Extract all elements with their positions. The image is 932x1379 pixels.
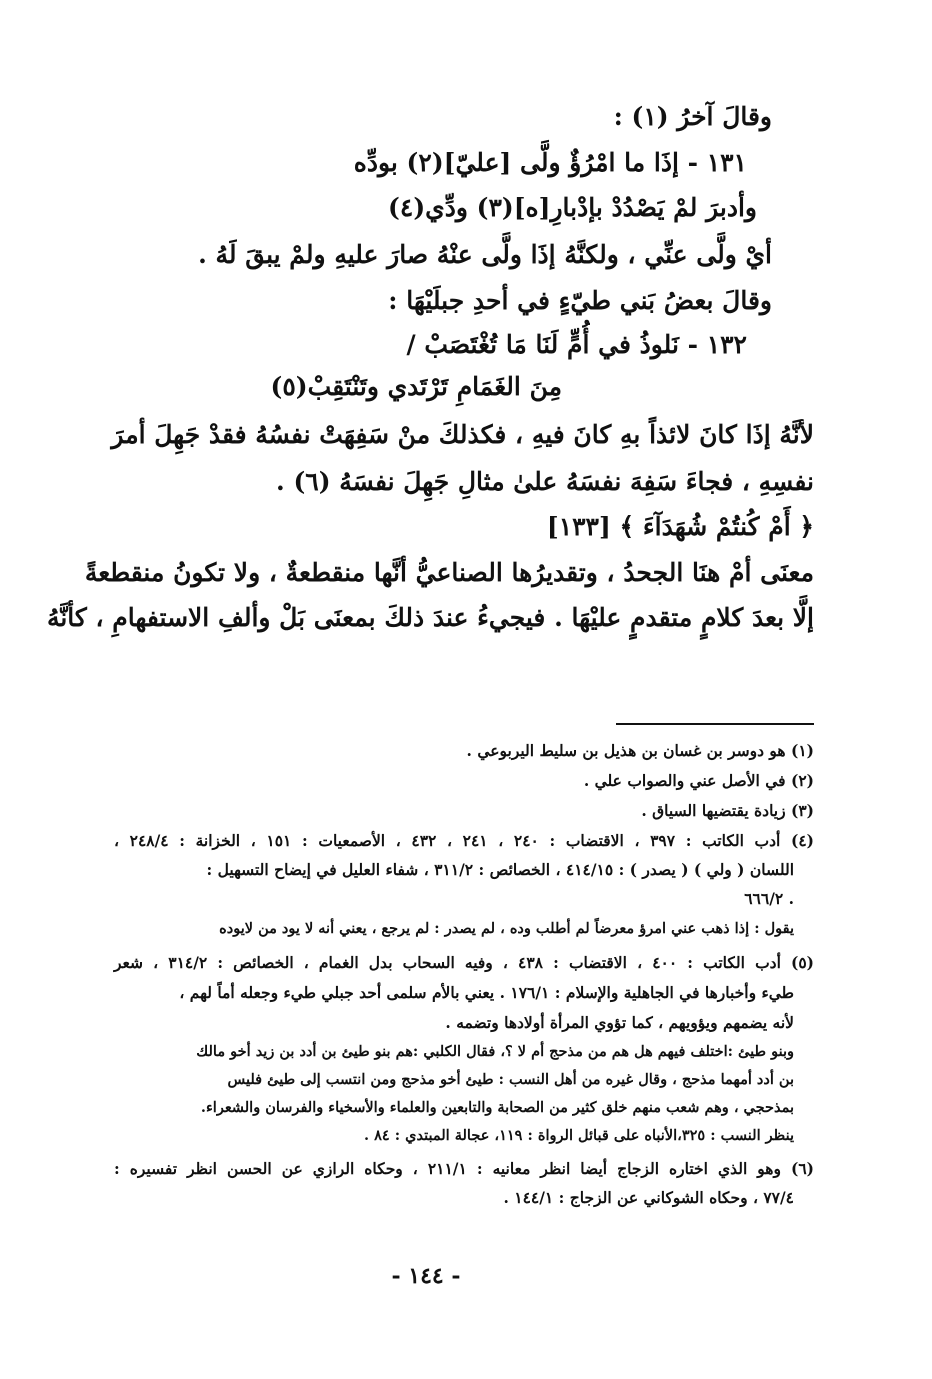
footnote-5-continuation: طيء وأخبارها في الجاهلية والإسلام : ١٧٦/١ . يعني بالأم سلمى أحد جبلي طيء وجعله أماً لهم ،: [179, 983, 794, 1002]
intro-line-another-poet: وقالَ آخرُ (١) :: [613, 102, 772, 131]
footnote-4-commentary: يقول : إذا ذهب عني امرؤ معرضاً لم أطلب وده ، لم يصدر : لم يرجع ، يعني أنه لا يود من لايوده: [219, 920, 794, 937]
footnote-separator: [616, 723, 814, 725]
paragraph-line: نفسِهِ ، فجاءَ سَفِهَ نفسَهُ علىٰ مثالِ جَهِلَ نفسَهُ (٦) .: [276, 467, 814, 496]
paragraph-line: معنَى أمْ هنَا الجحدُ ، وتقديرُها الصناعيُّ أنَّها منقطعةٌ ، ولا تكونُ منقطعةً: [84, 558, 814, 587]
footnote-5: (٥) أدب الكاتب : ٤٠٠ ، الاقتضاب : ٤٣٨ ، وفيه السحاب بدل الغمام ، الخصائص : ٣١٤/٢ ، شعر: [114, 953, 814, 972]
footnote-4: (٤) أدب الكاتب : ٣٩٧ ، الاقتضاب : ٢٤٠ ، ٢٤١ ، ٤٣٢ ، الأصمعيات : ١٥١ ، الخزانة : ٢٤٨/٤ ،: [114, 831, 814, 850]
footnote-1: (١) هو دوسر بن غسان بن هذيل بن سليط اليربوعي .: [466, 741, 814, 760]
paragraph-line: لأنَّهُ إذَا كانَ لائذاً بهِ كانَ فيهِ ، فكذلكَ منْ سَفِهَتْ نفسُهُ فقدْ جَهِلَ أمرَ: [111, 420, 814, 449]
footnote-2: (٢) في الأصل عني والصواب علي .: [583, 771, 814, 790]
footnote-5-commentary: بمذحجي ، وهم شعب منهم خلق كثير من الصحابة والتابعين والعلماء والأسخياء والفرسان والشعراء.: [200, 1099, 794, 1116]
intro-line-tayy: وقالَ بعضُ بَني طيّءٍ في أحدِ جبلَيْهَا :: [388, 286, 772, 315]
verse-131-second-hemistich: وأدبرَ لمْ يَصْدُدْ بإدْبارِ[ه](٣) ودِّي(٤): [388, 193, 757, 222]
footnote-6: (٦) وهو الذي اختاره الزجاج أيضا انظر معانيه : ٢١١/١ ، وحكاه الرازي عن الحسن انظر تفسيره :: [114, 1159, 814, 1178]
footnote-5-continuation: لأنه يضمهم ويؤويهم ، كما تؤوي المرأة أولادها وتضمه .: [445, 1013, 794, 1032]
footnote-5-commentary: وبنو طيئ :اختلف فيهم هل هم من مذحج أم لا ؟، فقال الكلبي :هم بنو طيئ بن أدد بن زيد أخو مالك: [196, 1043, 794, 1060]
verse-131-explanation: أيْ ولَّى عنِّي ، ولكنَّهُ إذَا ولَّى عنْهُ صارَ عليهِ ولمْ يبقَ لَهُ .: [198, 240, 772, 269]
verse-132-second-hemistich: مِنَ الغَمَامِ تَرْتَدي وتَنْتَقِبْ(٥): [270, 372, 562, 401]
footnote-5-commentary: ينظر النسب : ٣٢٥،الأنباه على قبائل الرواة : ١١٩، عجالة المبتدي : ٨٤ .: [364, 1127, 794, 1144]
verse-131-first-hemistich: ١٣١ - إذَا ما امْرُؤٌ ولَّى [عليّ](٢) بودِّه: [353, 148, 747, 177]
verse-132-first-hemistich: ١٣٢ - نَلوذُ في أُمٍّ لَنَا مَا تُغْتَصَبْ /: [406, 330, 747, 359]
footnote-4-continuation: اللسان ( ولي ) ( يصدر ) : ٤١٤/١٥ ، الخصائص : ٣١١/٢ ، شفاء العليل في إيضاح التسهيل :: [206, 860, 794, 879]
paragraph-line: إلَّا بعدَ كلامٍ متقدمٍ عليْهَا . فيجيءُ عندَ ذلكَ بمعنَى بَلْ وألفِ الاستفهامِ ، كأنَّهُ: [46, 603, 814, 632]
footnote-5-commentary: بن أدد أمهما مذحج ، وقال غيره من أهل النسب : طيئ أخو مذحج ومن انتسب إلى طيئ فليس: [227, 1071, 794, 1088]
footnote-3: (٣) زيادة يقتضيها السياق .: [641, 801, 814, 820]
page-number: - ١٤٤ -: [391, 1263, 461, 1289]
quran-verse-citation: ﴿ أَمْ كُنتُمْ شُهَدَآءَ ﴾ [١٣٣]: [546, 512, 814, 541]
footnote-4-continuation: ٦٦٦/٢ .: [744, 889, 794, 908]
footnote-6-continuation: ٧٧/٤ ، وحكاه الشوكاني عن الزجاج : ١٤٤/١ .: [503, 1188, 794, 1207]
